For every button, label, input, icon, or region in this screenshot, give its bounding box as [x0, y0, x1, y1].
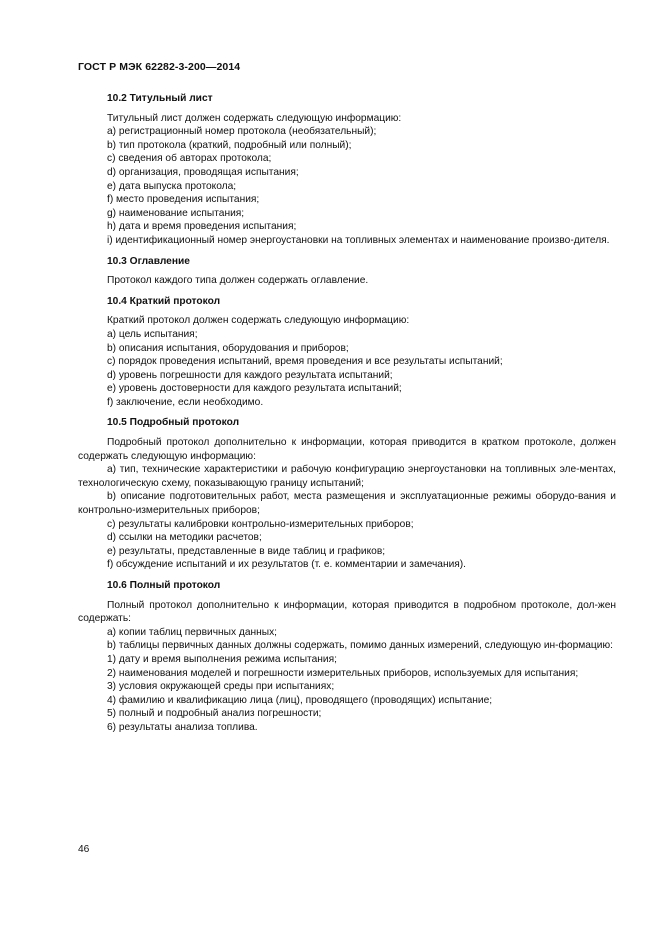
list-item: e) уровень достоверности для каждого результата испытаний;: [107, 383, 402, 395]
list-item: 3) условия окружающей среды при испытаниях;: [107, 681, 335, 693]
list-item: c) результаты калибровки контрольно-измерительных приборов;: [107, 518, 414, 530]
paragraph: Титульный лист должен содержать следующую информацию:: [107, 112, 402, 124]
list-item: 1) дату и время выполнения режима испытания;: [107, 653, 337, 665]
document-body: [78, 92, 616, 735]
list-item: g) наименование испытания;: [107, 207, 245, 219]
section-title: 10.6 Полный протокол: [107, 580, 221, 591]
section-10-2: [78, 92, 616, 248]
list-item: f) заключение, если необходимо.: [107, 396, 264, 408]
section-title: 10.2 Титульный лист: [107, 93, 213, 104]
document-header: ГОСТ Р МЭК 62282-3-200—2014: [78, 61, 241, 73]
paragraph: Протокол каждого типа должен содержать оглавление.: [107, 275, 369, 287]
section-10-3: [78, 255, 616, 288]
list-item: b) таблицы первичных данных должны содержать, помимо данных измерений, следующую ин-формацию:: [107, 640, 613, 652]
list-item: b) описания испытания, оборудования и приборов;: [107, 342, 349, 354]
list-item: 2) наименования моделей и погрешности измерительных приборов, используемых для испытания;: [107, 667, 579, 679]
list-item: f) обсуждение испытаний и их результатов (т. е. комментарии и замечания).: [107, 559, 467, 571]
section-10-6: [78, 579, 616, 735]
paragraph: Краткий протокол должен содержать следующую информацию:: [107, 315, 410, 327]
list-item: a) копии таблиц первичных данных;: [107, 626, 277, 638]
section-title: 10.5 Подробный протокол: [107, 417, 240, 429]
paragraph: Подробный протокол дополнительно к информации, которая приводится в кратком протоколе, должен содержать следующую информацию:: [78, 437, 616, 462]
section-10-5: [78, 416, 616, 572]
section-10-4: [78, 295, 616, 410]
list-item: a) регистрационный номер протокола (необязательный);: [107, 126, 377, 138]
list-item: d) организация, проводящая испытания;: [107, 166, 299, 178]
list-item: i) идентификационный номер энергоустановки на топливных элементах и наименование произво-дителя.: [107, 234, 610, 246]
list-item: f) место проведения испытания;: [107, 194, 260, 206]
paragraph: Полный протокол дополнительно к информации, которая приводится в подробном протоколе, дол-жен содержать:: [78, 599, 616, 625]
list-item: 5) полный и подробный анализ погрешности;: [107, 708, 322, 720]
page-number: 46: [78, 844, 90, 855]
list-item: 6) результаты анализа топлива.: [107, 721, 258, 733]
list-item: h) дата и время проведения испытания;: [107, 221, 297, 233]
list-item: a) цель испытания;: [107, 328, 198, 340]
section-title: 10.4 Краткий протокол: [107, 295, 221, 307]
list-item: b) описание подготовительных работ, места размещения и эксплуатационные режимы оборудо-вания и контрольно-измерительных приборов;: [78, 491, 616, 517]
list-item: d) ссылки на методики расчетов;: [107, 532, 262, 544]
list-item: 4) фамилию и квалификацию лица (лиц), проводящего (проводящих) испытание;: [107, 694, 493, 706]
list-item: e) дата выпуска протокола;: [107, 180, 237, 192]
list-item: e) результаты, представленные в виде таблиц и графиков;: [107, 545, 386, 557]
list-item: d) уровень погрешности для каждого результата испытаний;: [107, 369, 393, 381]
list-item: c) порядок проведения испытаний, время проведения и все результаты испытаний;: [107, 356, 503, 368]
list-item: a) тип, технические характеристики и рабочую конфигурацию энергоустановки на топливных эле-ментах, технологическую схему, показывающую границу испытаний;: [78, 464, 616, 489]
list-item: c) сведения об авторах протокола;: [107, 153, 272, 165]
list-item: b) тип протокола (краткий, подробный или полный);: [107, 139, 352, 151]
section-title: 10.3 Оглавление: [107, 255, 190, 267]
